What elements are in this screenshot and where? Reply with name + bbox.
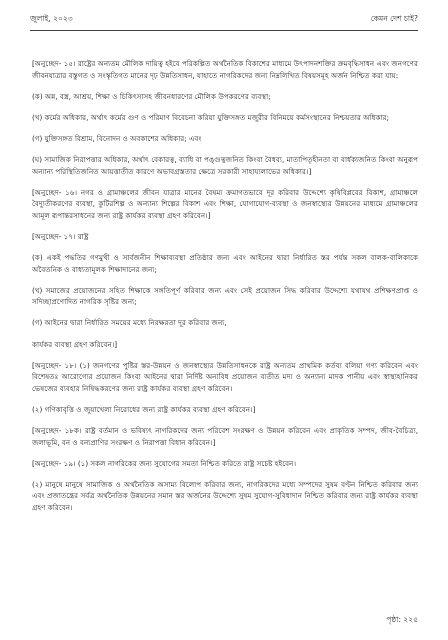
paragraph-article-18-2: (২) গণিকাবৃত্তি ও জুয়াখেলা নিরোধের জন্য রাষ্ট্র কার্যকর ব্যবস্থা গ্রহণ করিবেন।] [32, 404, 256, 414]
header-date: জুলাই, ২০২৩ [30, 14, 73, 23]
paragraph-15-ka: (ক) অন্ন, বস্ত্র, আশ্রয়, শিক্ষা ও চিকিৎসাসহ জীবনধারণের মৌলিক উপকরণের ব্যবস্থা; [32, 91, 271, 101]
page-number: পৃষ্ঠা: ২২৫ [386, 615, 418, 624]
paragraph-17-ka: (ক) একই পদ্ধতির গণমুখী ও সার্বজনীন শিক্ষাব্যবস্থা প্রতিষ্ঠার জন্য এবং আইনের দ্বারা নির্ধারিত স্তর পর্যন্ত সকল বালক-বালিকাকে অবৈতনিক ও বাধ্যতামূলক শিক্ষাদানের জন্য; [32, 253, 418, 274]
page-header [30, 14, 418, 26]
paragraph-article-19-1: [অনুচ্ছেদ- ১৯। (১) সকল নাগরিকের জন্য সুযোগের সমতা নিশ্চিত করিতে রাষ্ট্র সচেষ্ট হইবেন। [32, 458, 297, 468]
paragraph-article-19-2: (২) মানুষে মানুষে সামাজিক ও অর্থনৈতিক অসাম্য বিলোপ করিবার জন্য, নাগরিকদের মধ্যে সম্পদের সুষম বণ্টন নিশ্চিত করিবার জন্য এবং প্রজাতন্ত্রের সর্বত্র অর্থনৈতিক উন্নয়নের সমান স্তর অর্জনের উদ্দেশ্যে সুষম সুযোগ-সুবিধাদান নিশ্চিত করিবার জন্য রাষ্ট্র কার্যকর ব্যবস্থা গ্রহণ করিবেন। [32, 479, 418, 512]
paragraph-15-ga: (গ) যুক্তিসঙ্গত বিশ্রাম, বিনোদন ও অবকাশের অধিকার; এবং [32, 133, 202, 143]
paragraph-article-18a: [অনুচ্ছেদ- ১৮ক। রাষ্ট্র বর্তমান ও ভবিষ্যৎ নাগরিকদের জন্য পরিবেশ সংরক্ষণ ও উন্নয়ন করিবেন এবং প্রাকৃতিক সম্পদ, জীব-বৈচিত্র্য, জলাভূমি, বন ও বন্যপ্রাণির সংরক্ষণ ও নিরাপত্তা বিধান করিবেন।] [32, 425, 418, 447]
document-body [32, 58, 418, 523]
paragraph-article-16: [অনুচ্ছেদ- ১৬। নগর ও গ্রামাঞ্চলের জীবন যাত্রার মানের বৈষম্য ক্রমাগতভাবে দূর করিবার উদ্দেশ্যে কৃষিবিপ্লবের বিকাশ, গ্রামাঞ্চলে বৈদ্যুতীকরণের ব্যবস্থা, কুটিরশিল্প ও অন্যান্য শিল্পের বিকাশ এবং শিক্ষা, যোগাযোগ-ব্যবস্থা ও জনস্বাস্থ্যের উন্নয়নের মাধ্যমে গ্রামাঞ্চলের আমূল রূপান্তরসাধনের জন্য রাষ্ট্র কার্যকর ব্যবস্থা গ্রহণ করিবেন।] [32, 187, 418, 220]
paragraph-article-18-1: [অনুচ্ছেদ- ১৮। (১) জনগণের পুষ্টির স্তর-উন্নয়ন ও জনস্বাস্থ্যের উন্নতিসাধনকে রাষ্ট্র অন্যতম প্রাথমিক কর্তব্য বলিয়া গণ্য করিবেন এবং বিশেষতঃ আরোগ্যের প্রয়োজন কিংবা আইনের দ্বারা নির্দিষ্ট অন্যবিধ প্রয়োজন ব্যতীত মদ্য ও অন্যান্য মাদক পানীয় এবং স্বাস্থ্যহানিকর ভেষজের ব্যবহার নিষিদ্ধকরণের জন্য রাষ্ট্র কার্যকর ব্যবস্থা গ্রহণ করিবেন। [32, 360, 418, 393]
header-rule [30, 30, 418, 31]
paragraph-15-kha: (খ) কর্মের অধিকার, অর্থাৎ কর্মের গুণ ও পরিমাণ বিবেচনা করিয়া যুক্তিসঙ্গত মজুরীর বিনিময়ে কর্মসংস্থানের নিশ্চয়তার অধিকার; [32, 112, 389, 122]
paragraph-article-15: [অনুচ্ছেদ- ১৫। রাষ্ট্রের অন্যতম মৌলিক দায়িত্ব হইবে পরিকল্পিত অর্থনৈতিক বিকাশের মাধ্যমে উৎপাদনশক্তির ক্রমবৃদ্ধিসাধন এবং জনগণের জীবনযাত্রার বস্তুগত ও সংস্কৃতিগত মানের দৃঢ় উন্নতিসাধন, যাহাতে নাগরিকদের জন্য নিম্নলিখিত বিষয়সমূহ অর্জন নিশ্চিত করা যায়: [32, 59, 418, 80]
paragraph-17-ga: (গ) আইনের দ্বারা নির্ধারিত সময়ের মধ্যে নিরক্ষরতা দূর করিবার জন্য, [32, 318, 227, 328]
paragraph-17-closing: কার্যকর ব্যবস্থা গ্রহণ করিবেন।] [32, 339, 118, 349]
paragraph-article-17: [অনুচ্ছেদ- ১৭। রাষ্ট্র [32, 231, 89, 241]
paragraph-17-kha: (খ) সমাজের প্রয়োজনের সহিত শিক্ষাকে সঙ্গতিপূর্ণ করিবার জন্য এবং সেই প্রয়োজন সিদ্ধ করিবার উদ্দেশ্যে যথাযথ প্রশিক্ষণপ্রাপ্ত ও সদিচ্ছাপ্রণোদিত নাগরিক সৃষ্টির জন্য; [32, 285, 418, 307]
paragraph-15-gha: (ঘ) সামাজিক নিরাপত্তার অধিকার, অর্থাৎ বেকারত্ব, ব্যাধি বা পঙ্গুত্বজনিত কিংবা বৈধব্য, মাতাপিতৃহীনতা বা বার্ধক্যজনিত কিংবা অনুরূপ অন্যান্য পরিস্থিতিজনিত আয়ত্তাতীত কারণে অভাবগ্রস্ততার ক্ষেত্রে সরকারী সাহায্যলাভের অধিকার।] [32, 154, 418, 176]
header-title: কেমন দেশ চাই? [370, 14, 418, 23]
